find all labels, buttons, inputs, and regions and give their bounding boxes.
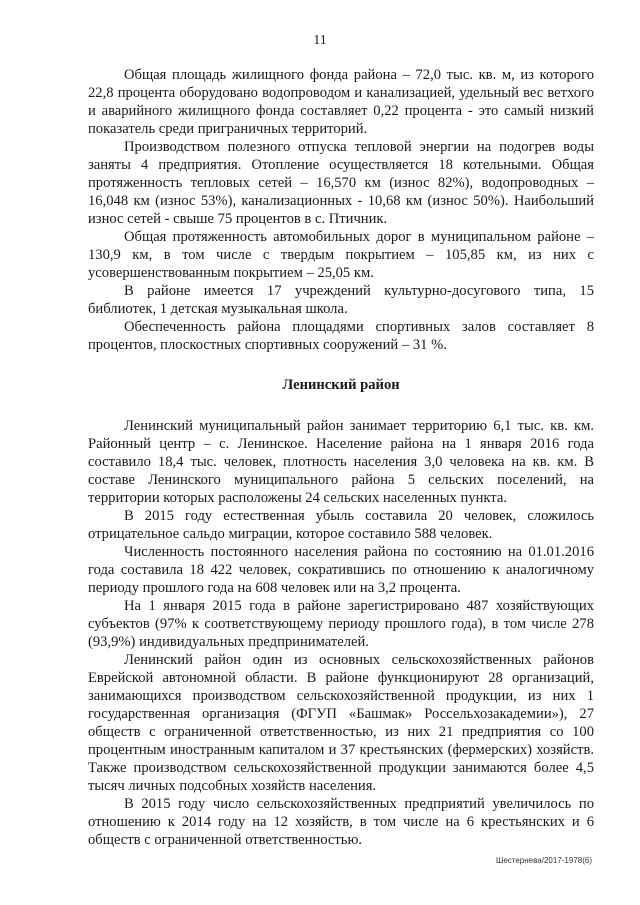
paragraph: Ленинский район один из основных сельскохозяйственных районов Еврейской автономной области. В районе функционируют 28 организаций, занимающихся производством сельскохозяйственной продукции, из них 1 государственная организация (ФГУП «Башмак» Россельхозакадемии»), 27 обществ с ограниченной ответственностью, из них 21 предприятия со 100 процентным иностранным капиталом и 37 крестьянских (фермерских) хозяйств. Также производством сельскохозяйственной продукции занимаются более 4,5 тысяч личных подсобных хозяйств населения. — [88, 652, 594, 794]
paragraph: Численность постоянного населения района по состоянию на 01.01.2016 года составила 18 422 человек, сократившись по отношению к аналогичному периоду прошлого года на 608 человек или на 3,2 процента. — [88, 544, 594, 596]
paragraph: Общая протяженность автомобильных дорог в муниципальном районе – 130,9 км, в том числе с твердым покрытием – 105,85 км, из них с усовершенствованным покрытием – 25,05 км. — [88, 229, 594, 281]
section-heading: Ленинский район — [282, 377, 400, 393]
footer-document-code: Шестернева/2017-1978(6) — [496, 856, 592, 865]
paragraph: В 2015 году число сельскохозяйственных предприятий увеличилось по отношению к 2014 году на 12 хозяйств, в том числе на 6 крестьянских и 6 обществ с ограниченной ответственностью. — [88, 796, 594, 848]
paragraph: Производством полезного отпуска тепловой энергии на подогрев воды заняты 4 предприятия. Отопление осуществляется 18 котельными. Общая протяженность тепловых сетей – 16,570 км (износ 82%), водопроводных – 16,048 км (износ 53%), канализационных - 10,68 км (износ 50%). Наибольший износ сетей - свыше 75 процентов в с. Птичник. — [88, 139, 594, 227]
paragraph: На 1 января 2015 года в районе зарегистрировано 487 хозяйствующих субъектов (97% к соответствующему периоду прошлого года), в том числе 278 (93,9%) индивидуальных предпринимателей. — [88, 598, 594, 650]
paragraph: Обеспеченность района площадями спортивных залов составляет 8 процентов, плоскостных спортивных сооружений – 31 %. — [88, 319, 594, 353]
page-number: 11 — [313, 33, 327, 48]
paragraph: Общая площадь жилищного фонда района – 72,0 тыс. кв. м, из которого 22,8 процента оборудовано водопроводом и канализацией, удельный вес ветхого и аварийного жилищного фонда составляет 0,22 процента - это самый низкий показатель среди приграничных территорий. — [88, 67, 594, 137]
paragraph: В районе имеется 17 учреждений культурно-досугового типа, 15 библиотек, 1 детская музыкальная школа. — [88, 283, 594, 317]
document-body — [88, 66, 594, 849]
paragraph: Ленинский муниципальный район занимает территорию 6,1 тыс. кв. км. Районный центр – с. Ленинское. Население района на 1 января 2016 года составило 18,4 тыс. человек, плотность населения 3,0 человека на кв. км. В составе Ленинского муниципального района 5 сельских поселений, на территории которых расположены 24 сельских населенных пункта. — [88, 418, 594, 506]
paragraph: В 2015 году естественная убыль составила 20 человек, сложилось отрицательное сальдо миграции, которое составило 588 человек. — [88, 508, 594, 542]
